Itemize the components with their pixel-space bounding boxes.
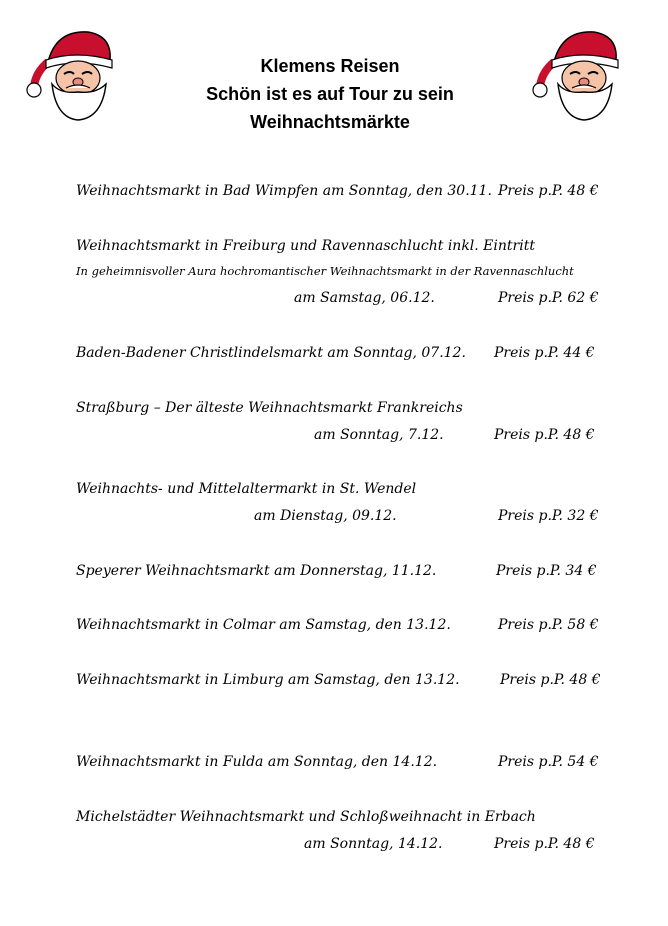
entry-date: am Samstag, 06.12. <box>294 290 435 306</box>
entry-price: Preis p.P. 62 € <box>498 290 599 306</box>
entry-subtitle: In geheimnisvoller Aura hochromantischer Weihnachtsmarkt in der Ravennaschlucht <box>76 264 574 278</box>
entry-price: Preis p.P. 48 € <box>500 672 601 688</box>
entry-title: Speyerer Weihnachtsmarkt am Donnerstag, 11.12. <box>76 563 437 579</box>
slogan: Schön ist es auf Tour zu sein <box>206 84 454 104</box>
entry-title: Straßburg – Der älteste Weihnachtsmarkt Frankreichs <box>76 400 463 416</box>
entry-title: Weihnachts- und Mittelaltermarkt in St. Wendel <box>76 481 417 497</box>
entry-title: Weihnachtsmarkt in Colmar am Samstag, den 13.12. <box>76 617 451 633</box>
entry-date: am Sonntag, 14.12. <box>304 836 443 852</box>
entry-price: Preis p.P. 48 € <box>498 183 599 199</box>
entry-title: Weihnachtsmarkt in Limburg am Samstag, den 13.12. <box>76 672 460 688</box>
santa-image-left <box>26 22 126 122</box>
entry-title: Michelstädter Weihnachtsmarkt und Schloßweihnacht in Erbach <box>76 809 536 825</box>
page-header <box>160 52 500 136</box>
entry-price: Preis p.P. 58 € <box>498 617 599 633</box>
entry-date: am Dienstag, 09.12. <box>254 508 397 524</box>
santa-image-right <box>532 22 632 122</box>
entry-title: Weihnachtsmarkt in Fulda am Sonntag, den 14.12. <box>76 754 438 770</box>
entry-price: Preis p.P. 34 € <box>496 563 597 579</box>
entry-title: Weihnachtsmarkt in Bad Wimpfen am Sonntag, den 30.11. <box>76 183 492 199</box>
entry-price: Preis p.P. 32 € <box>498 508 599 524</box>
entry-price: Preis p.P. 48 € <box>494 836 595 852</box>
entry-title: Baden-Badener Christlindelsmarkt am Sonntag, 07.12. <box>76 345 466 361</box>
entry-price: Preis p.P. 44 € <box>494 345 595 361</box>
entry-price: Preis p.P. 48 € <box>494 427 595 443</box>
entry-title: Weihnachtsmarkt in Freiburg und Ravennaschlucht inkl. Eintritt <box>76 238 535 254</box>
entry-price: Preis p.P. 54 € <box>498 754 599 770</box>
company-name: Klemens Reisen <box>260 56 400 76</box>
page-title: Weihnachtsmärkte <box>250 112 410 132</box>
entry-date: am Sonntag, 7.12. <box>314 427 444 443</box>
